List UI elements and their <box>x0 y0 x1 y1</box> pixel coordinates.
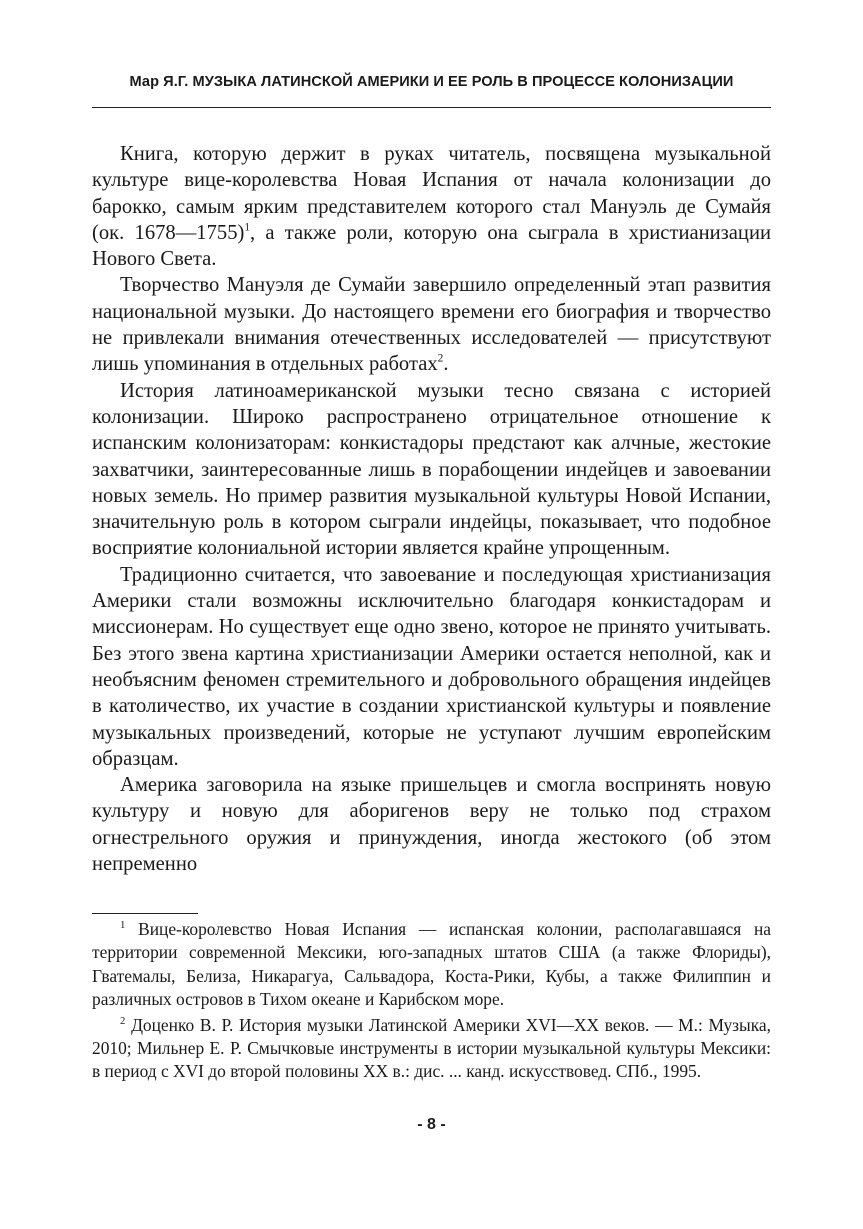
footnote-1-text: Вице-королевство Новая Испания — испанская колонии, располагавшаяся на территории современной Мексики, юго-западных штатов США (а также Флориды), Гватемалы, Белиза, Никарагуа, Сальвадора, Коста-Рики, Кубы, а также Филиппин и различных островов в Тихом океане и Карибском море. <box>92 919 771 1010</box>
footnote-marker-1: 1 <box>120 919 126 931</box>
footnote-marker-2: 2 <box>120 1014 126 1027</box>
page-number: - 8 - <box>417 1116 446 1133</box>
main-text <box>92 141 771 877</box>
footnote-ref-1[interactable]: 1 <box>244 221 251 234</box>
paragraph-2-text: Творчество Мануэля де Сумайи завершило определенный этап развития национальной музыки. До настоящего времени его биография и творчество не привлекали внимания отечественных исследователей — присутствуют лишь упоминания в отдельных работах <box>92 274 771 376</box>
footnote-2 <box>92 1014 771 1084</box>
paragraph-2 <box>92 272 771 377</box>
paragraph-5: Америка заговорила на языке пришельцев и смогла воспринять новую культуру и новую для аборигенов веру не только под страхом огнестрельного оружия и принуждения, иногда жестокого (об этом непременно <box>92 774 771 876</box>
paragraph-1-text: Книга, которую держит в руках читатель, посвящена музыкальной культуре вице-королевства Новая Испания от начала колонизации до барокко, самым ярким представителем которого стал Мануэль де Сумайя (ок. 1678—1755) <box>92 143 771 244</box>
footnotes <box>92 918 771 1084</box>
header-divider <box>92 107 771 108</box>
paragraph-2-text-end: . <box>443 353 449 376</box>
footnote-divider <box>92 913 198 914</box>
running-header: Мар Я.Г. МУЗЫКА ЛАТИНСКОЙ АМЕРИКИ И ЕЕ РОЛЬ В ПРОЦЕССЕ КОЛОНИЗАЦИИ <box>129 74 734 90</box>
footnote-ref-2[interactable]: 2 <box>437 352 444 365</box>
paragraph-3: История латиноамериканской музыки тесно связана с историей колонизации. Широко распространено отрицательное отношение к испанским колонизаторам: конкистадоры предстают как алчные, жестокие захватчики, заинтересованные лишь в порабощении индейцев и завоевании новых земель. Но пример развития музыкальной культуры Новой Испании, значительную роль в котором сыграли индейцы, показывает, что подобное восприятие колониальной истории является крайне упрощенным. <box>92 379 771 560</box>
paragraph-1 <box>92 141 771 272</box>
footnote-1 <box>92 918 771 1012</box>
paragraph-4: Традиционно считается, что завоевание и последующая христианизация Америки стали возможны исключительно благодаря конкистадорам и миссионерам. Но существует еще одно звено, которое не принято учитывать. Без этого звена картина христианизации Америки остается неполной, как и необъясним феномен стремительного и добровольного обращения индейцев в католичество, их участие в создании христианской культуры и появление музыкальных произведений, которые не уступают лучшим европейским образцам. <box>92 563 771 770</box>
footnote-2-text: Доценко В. Р. История музыки Латинской Америки XVI—XX веков. — М.: Музыка, 2010; Мильнер Е. Р. Смычковые инструменты в истории музыкальной культуры Мексики: в период с XVI до второй половины XX в.: дис. ... канд. искусствовед. СПб., 1995. <box>92 1014 771 1082</box>
paragraph-1-text-end: , а также роли, которую она сыграла в христианизации Нового Света. <box>92 221 771 271</box>
